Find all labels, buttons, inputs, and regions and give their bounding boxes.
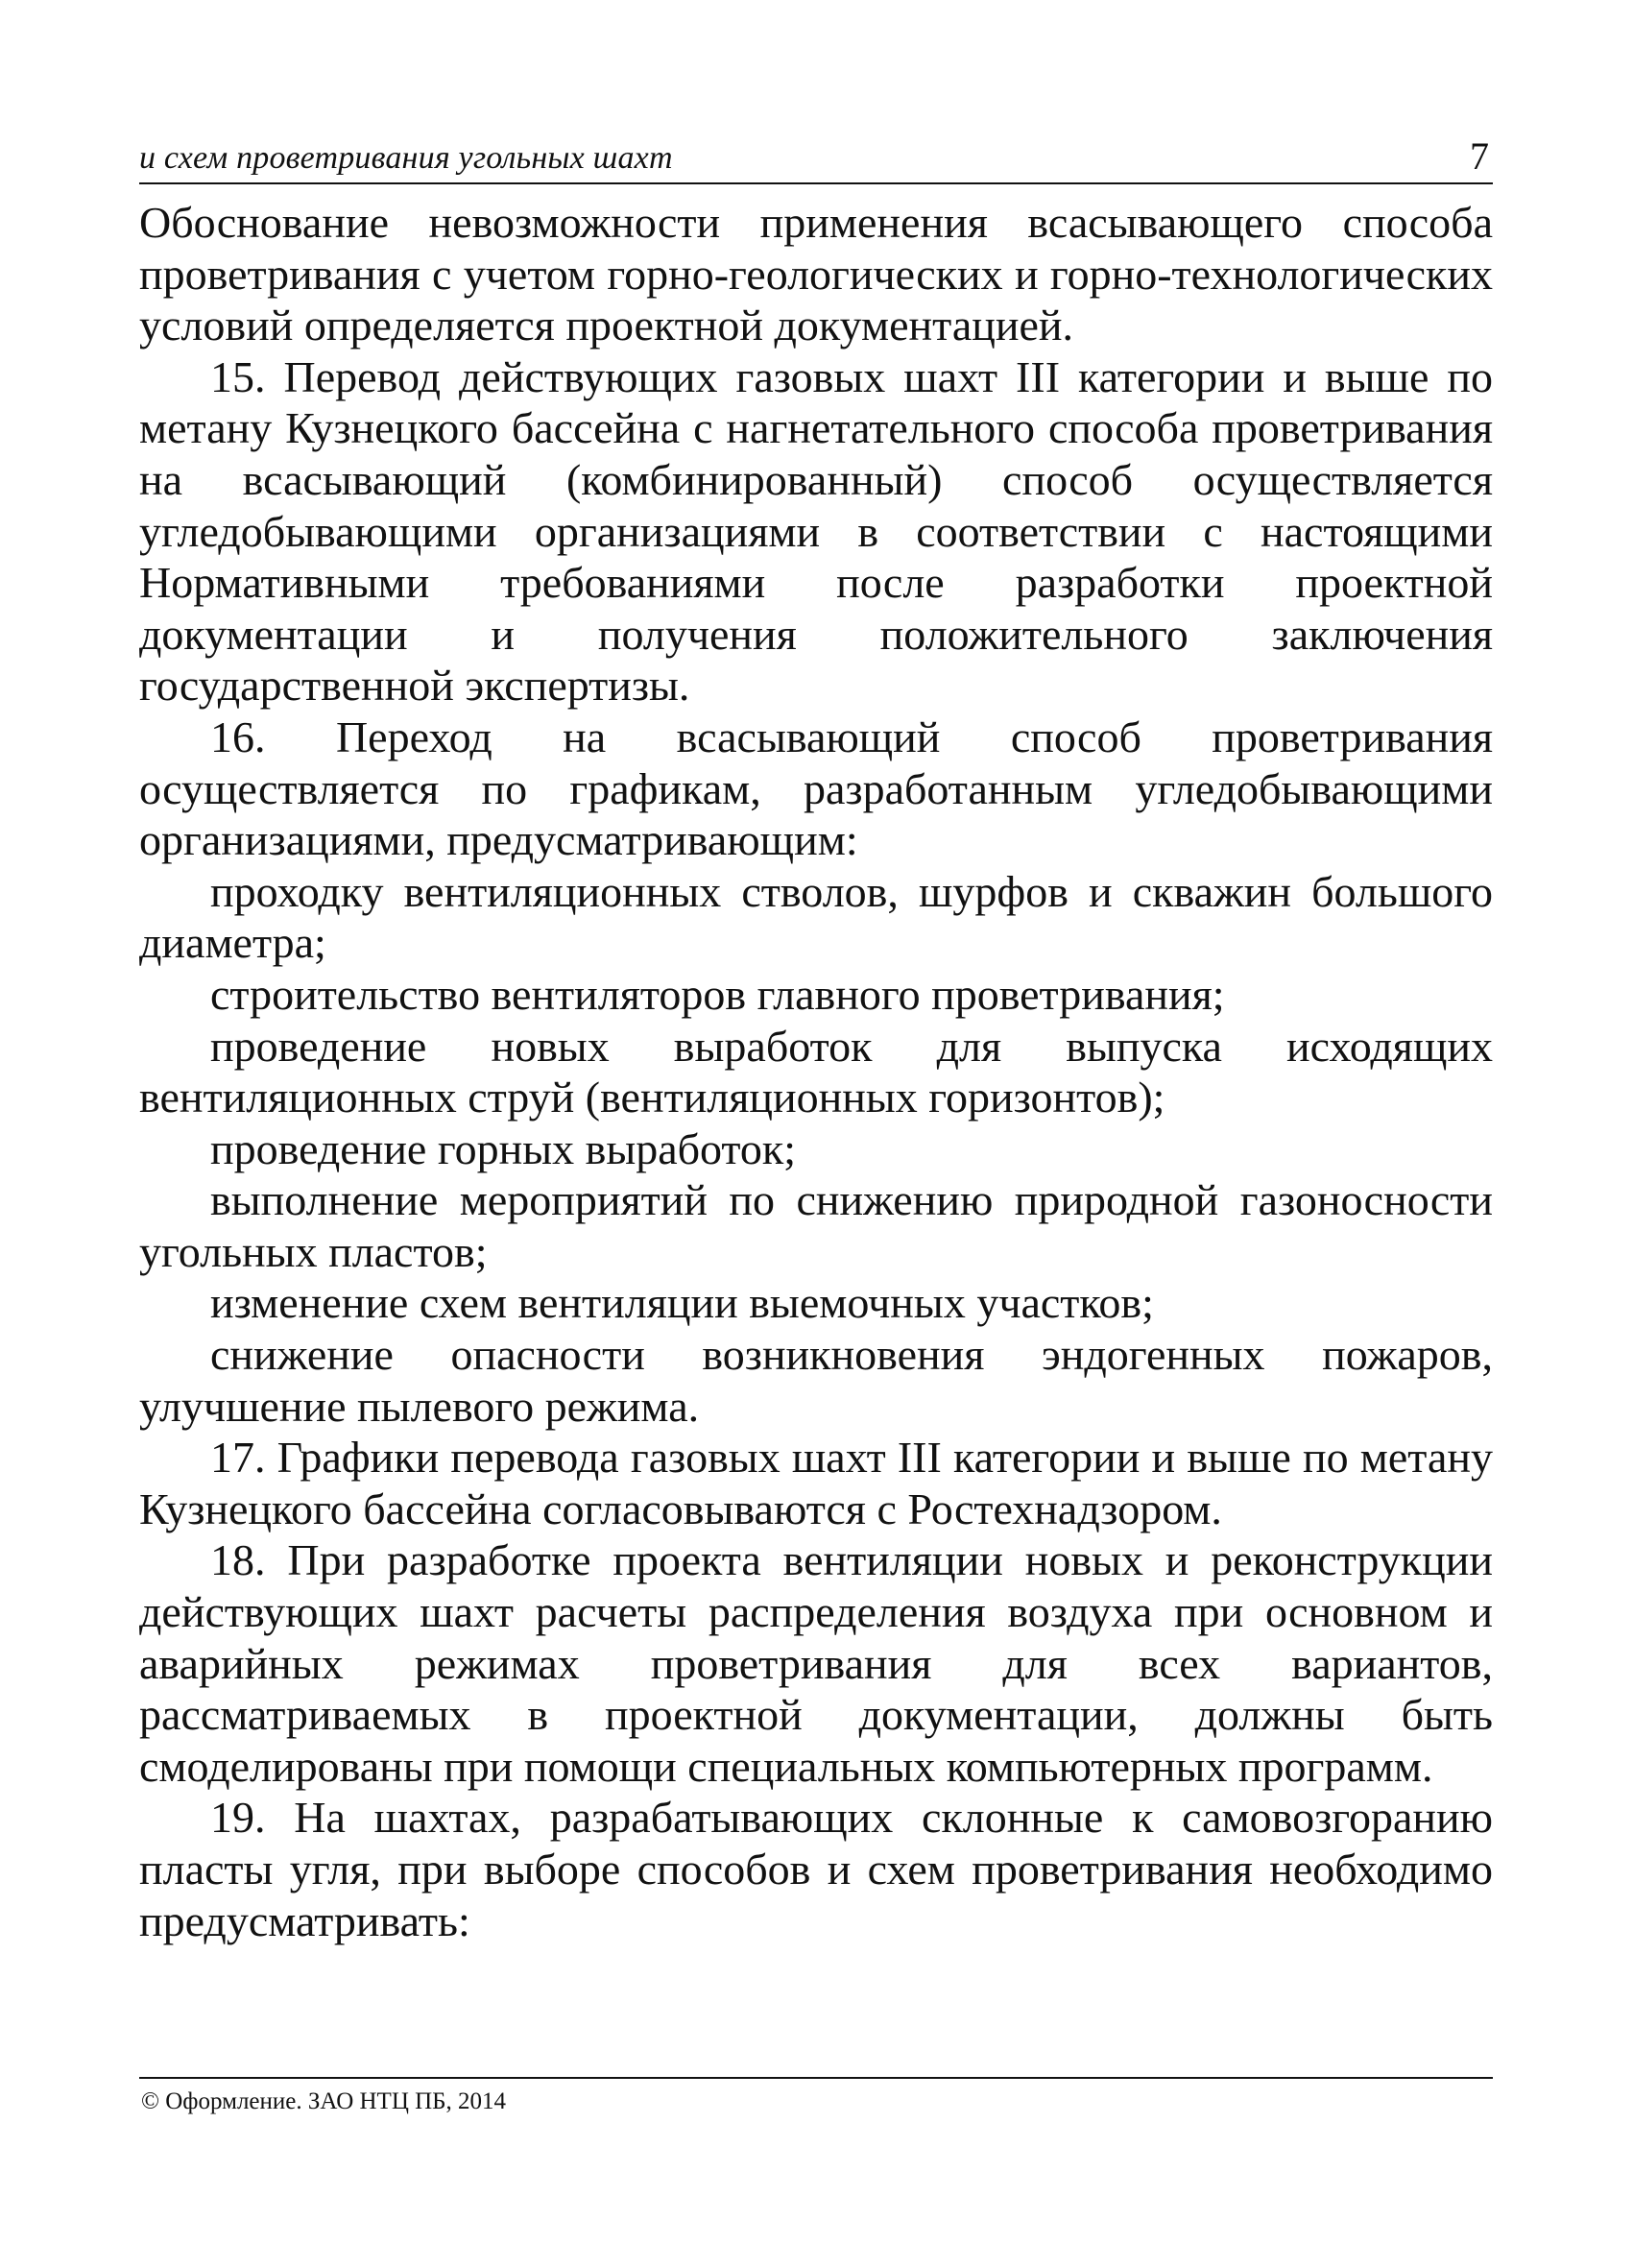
list-item: проходку вентиляционных стволов, шурфов и скважин большого диаметра; — [139, 866, 1493, 968]
list-item: изменение схем вентиляции выемочных участков; — [210, 1278, 1154, 1328]
paragraph-item-17: 17. Графики перевода газовых шахт III категории и выше по метану Кузнецкого бассейна согласовываются с Ростехнадзором. — [139, 1433, 1493, 1533]
footer-copyright: © Оформление. ЗАО НТЦ ПБ, 2014 — [141, 2088, 507, 2114]
list-item: выполнение мероприятий по снижению природной газоносности угольных пластов; — [139, 1175, 1493, 1276]
paragraph-item-18: 18. При разработке проекта вентиляции новых и реконструкции действующих шахт расчеты распределения воздуха при основном и аварийных режимах проветривания для всех вариантов, рассматриваемых в проектной документации, должны быть смоделированы при помощи специальных компьютерных программ. — [139, 1535, 1493, 1791]
list-item: строительство вентиляторов главного проветривания; — [210, 969, 1225, 1019]
list-item: снижение опасности возникновения эндогенных пожаров, улучшение пылевого режима. — [139, 1330, 1493, 1431]
paragraph-item-16: 16. Переход на всасывающий способ проветривания осуществляется по графикам, разработанным угледобывающими организациями, предусматривающим: — [139, 712, 1493, 865]
running-header-title: и схем проветривания угольных шахт — [139, 140, 673, 176]
paragraph-item-19: 19. На шахтах, разрабатывающих склонные к самовозгоранию пласты угля, при выборе способов и схем проветривания необходимо предусматривать: — [139, 1793, 1493, 1945]
list-item: проведение новых выработок для выпуска исходящих вентиляционных струй (вентиляционных горизонтов); — [139, 1021, 1493, 1122]
page-number: 7 — [1470, 134, 1489, 178]
paragraph-item-15: 15. Перевод действующих газовых шахт III категории и выше по метану Кузнецкого бассейна с нагнетательного способа проветривания на всасывающий (комбинированный) способ осуществляется угледобывающими организациями в соответствии с настоящими Нормативными требованиями после разработки проектной документации и получения положительного заключения государственной экспертизы. — [139, 351, 1493, 711]
body-text — [139, 197, 1493, 1946]
paragraph-continuation: Обоснование невозможности применения всасывающего способа проветривания с учетом горно-геологических и горно-технологических условий определяется проектной документацией. — [139, 198, 1493, 350]
list-item: проведение горных выработок; — [210, 1123, 797, 1173]
footer-divider — [139, 2077, 1493, 2079]
running-header — [139, 134, 1493, 184]
